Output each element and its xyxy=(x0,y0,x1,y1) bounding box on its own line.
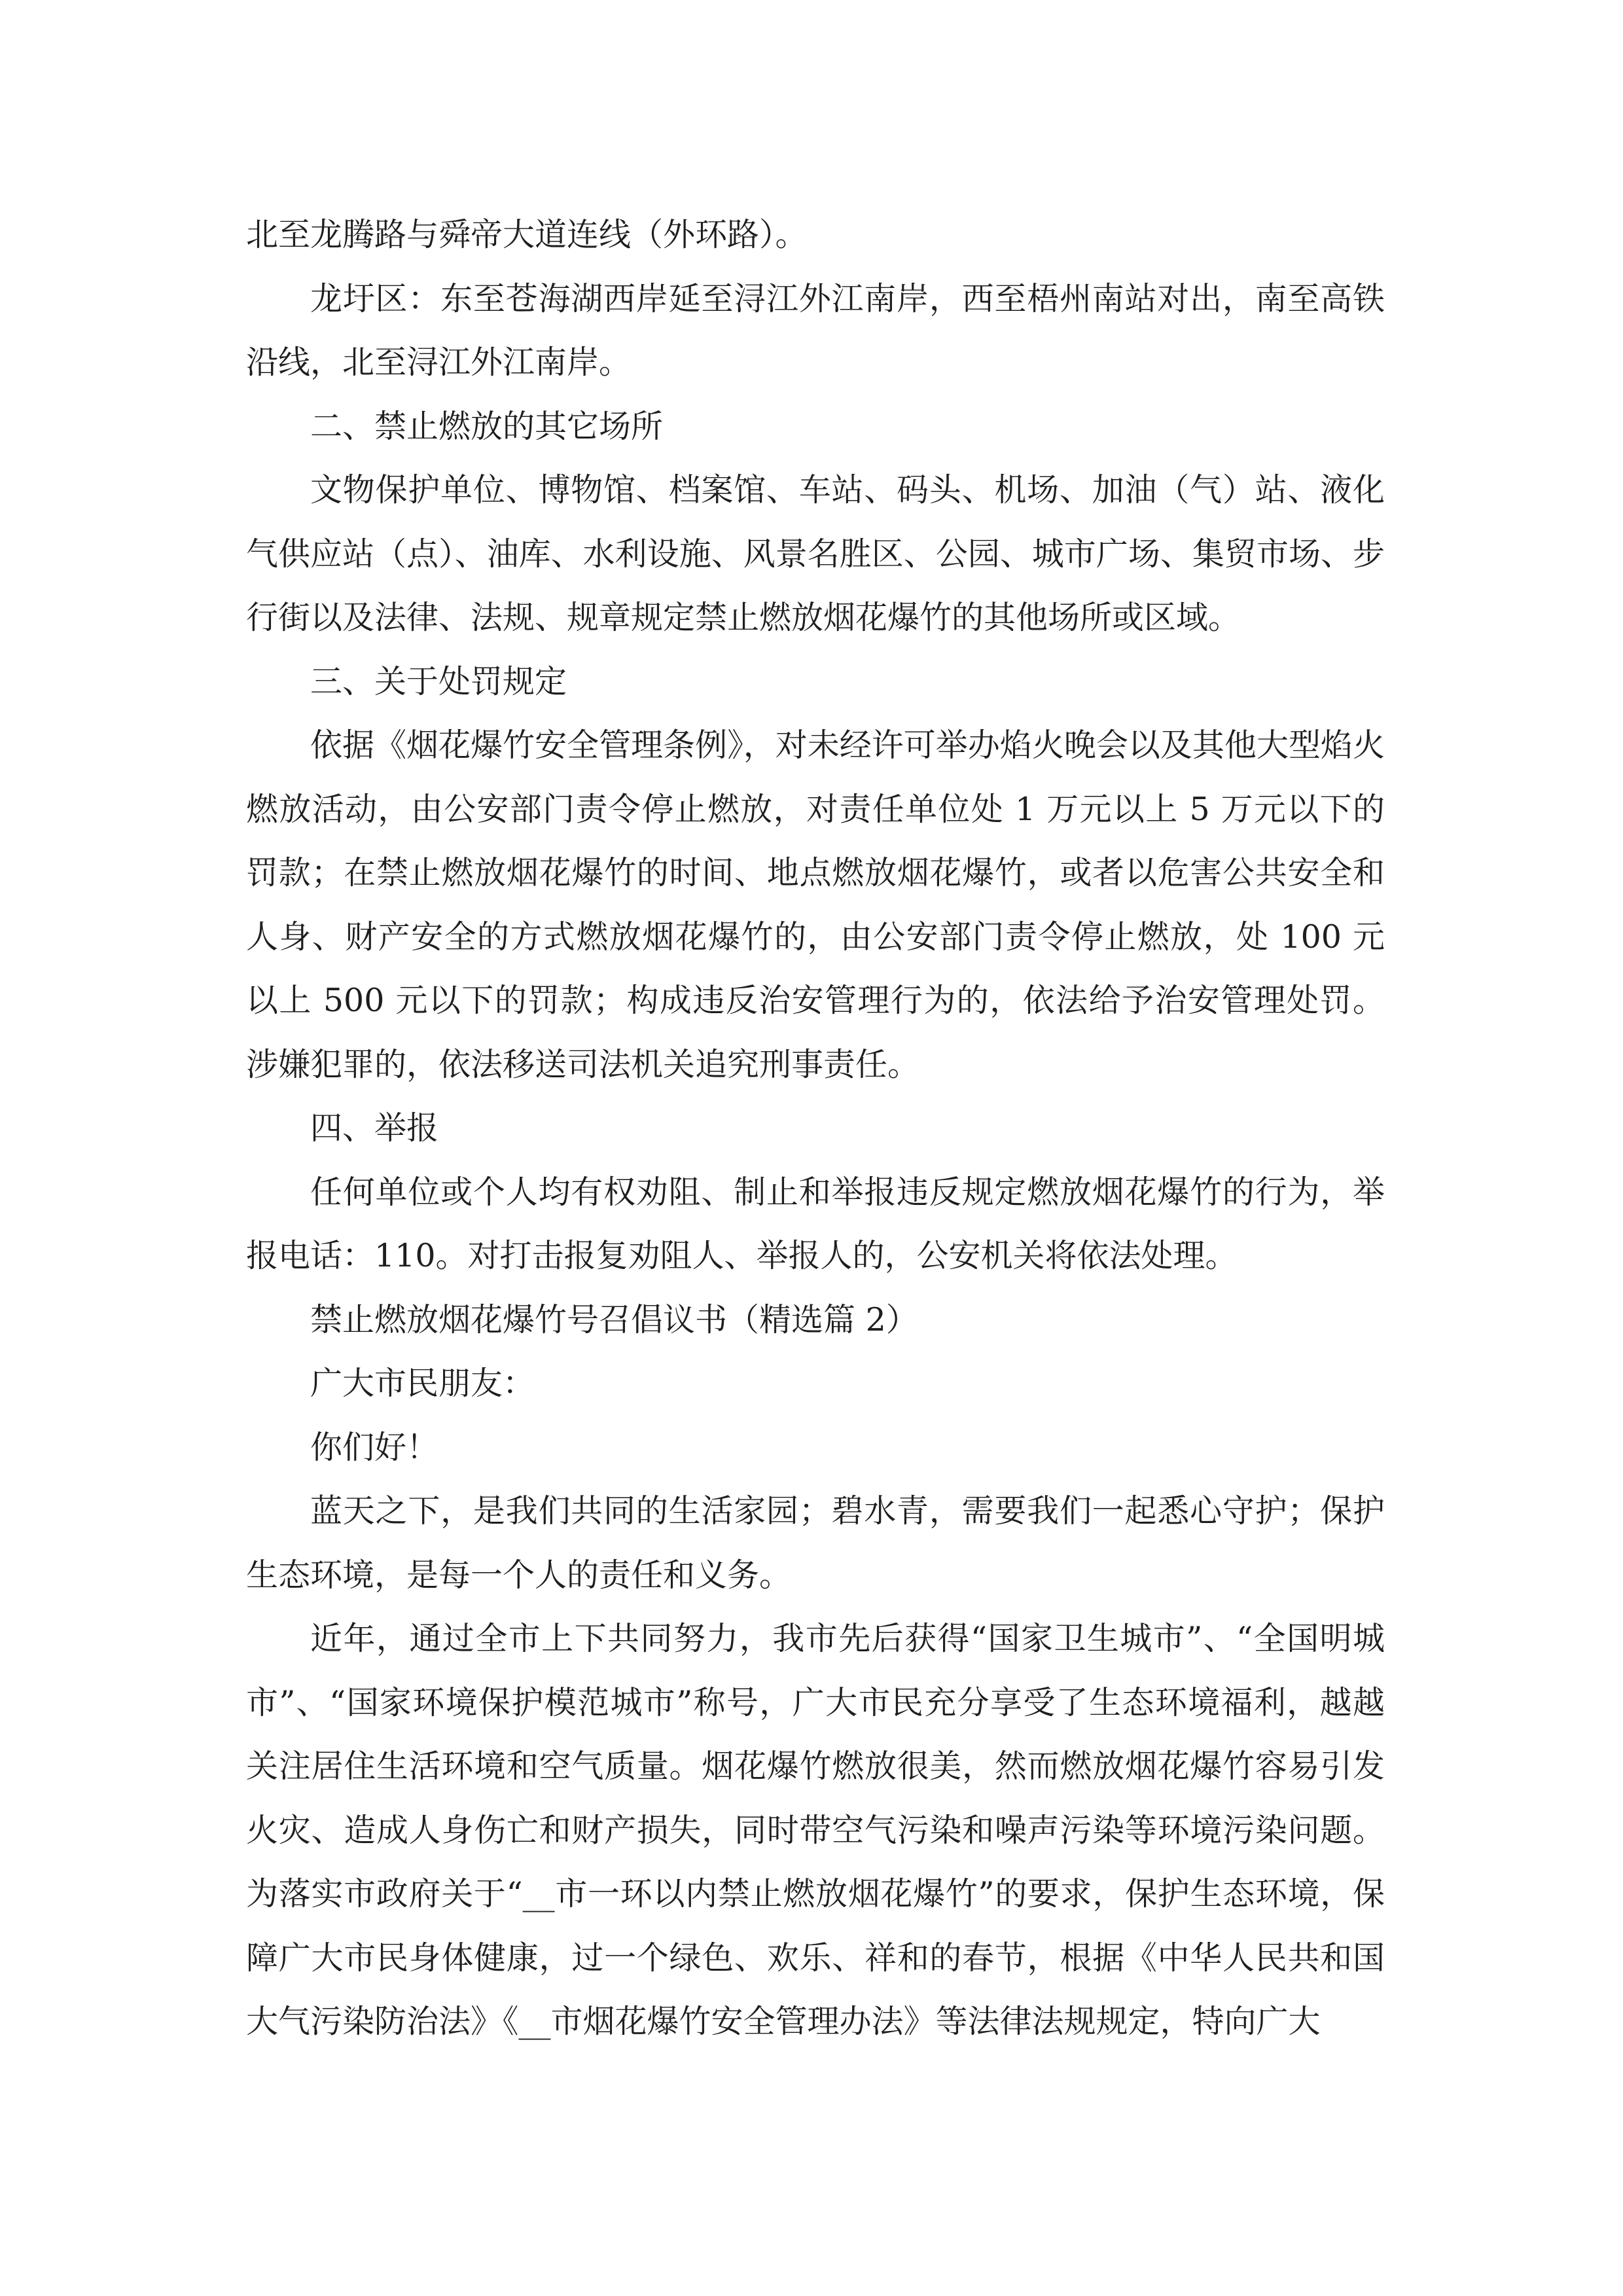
paragraph-blue-sky: 蓝天之下，是我们共同的生活家园；碧水青，需要我们一起悉心守护；保护生态环境，是每一个人的责任和义务。 xyxy=(246,1492,1385,1594)
paragraph-longxu-district: 龙圩区：东至苍海湖西岸延至浔江外江南岸，西至梧州南站对出，南至高铁沿线，北至浔江外江南岸。 xyxy=(246,279,1385,381)
salutation: 广大市民朋友： xyxy=(310,1365,535,1402)
greeting: 你们好！ xyxy=(310,1428,439,1466)
paragraph-continuation: 北至龙腾路与舜帝大道连线（外环路）。 xyxy=(246,216,808,253)
section-heading-4: 四、举报 xyxy=(310,1109,439,1147)
document-body xyxy=(246,203,1385,2054)
paragraph-recent-years: 近年，通过全市上下共同努力，我市先后获得“国家卫生城市”、“全国明城市”、“国家环境保护模范城市”称号，广大市民充分享受了生态环境福利，越越关注居住生活环境和空气质量。烟花爆竹燃放很美，然而燃放烟花爆竹容易引发火灾、造成人身伤亡和财产损失，同时带空气污染和噪声污染等环境污染问题。为落实市政府关于“__市一环以内禁止燃放烟花爆竹”的要求，保护生态环境，保障广大市民身体健康，过一个绿色、欢乐、祥和的春节，根据《中华人民共和国大气污染防治法》《__市烟花爆竹安全管理办法》等法律法规规定，特向广大 xyxy=(246,1620,1385,2040)
paragraph-report: 任何单位或个人均有权劝阻、制止和举报违反规定燃放烟花爆竹的行为，举报电话：110。对打击报复劝阻人、举报人的，公安机关将依法处理。 xyxy=(246,1173,1385,1274)
paragraph-other-places: 文物保护单位、博物馆、档案馆、车站、码头、机场、加油（气）站、液化气供应站（点）、油库、水利设施、风景名胜区、公园、城市广场、集贸市场、步行街以及法律、法规、规章规定禁止燃放烟花爆竹的其他场所或区域。 xyxy=(246,471,1385,636)
section-heading-3: 三、关于处罚规定 xyxy=(310,662,567,700)
paragraph-penalties: 依据《烟花爆竹安全管理条例》，对未经许可举办焰火晚会以及其他大型焰火燃放活动，由公安部门责令停止燃放，对责任单位处 1 万元以上 5 万元以下的罚款；在禁止燃放烟花爆竹的时间、地点燃放烟花爆竹，或者以危害公共安全和人身、财产安全的方式燃放烟花爆竹的，由公安部门责令停止燃放，处 100 元以上 500 元以下的罚款；构成违反治安管理行为的，依法给予治安管理处罚。涉嫌犯罪的，依法移送司法机关追究刑事责任。 xyxy=(246,726,1385,1083)
section-heading-2: 二、禁止燃放的其它场所 xyxy=(310,407,664,445)
article-title: 禁止燃放烟花爆竹号召倡议书（精选篇 2） xyxy=(310,1300,918,1338)
